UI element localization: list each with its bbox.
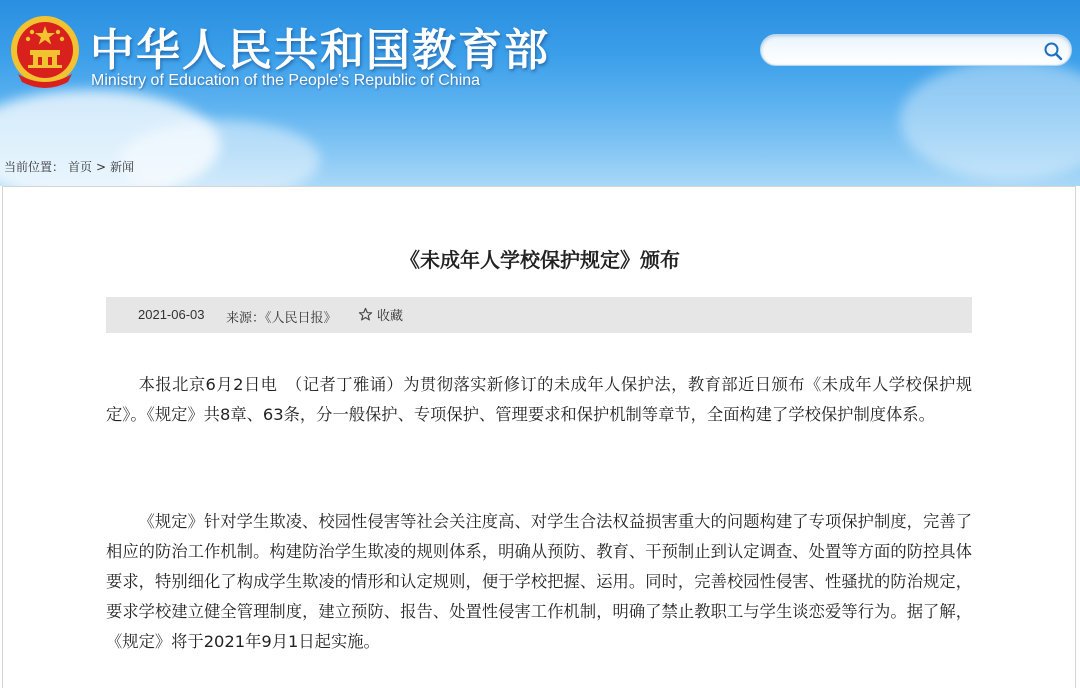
breadcrumb xyxy=(4,158,138,175)
breadcrumb-separator: > xyxy=(96,160,107,174)
search-box[interactable] xyxy=(760,34,1072,66)
article-meta-bar xyxy=(106,297,972,333)
article-paragraph: 《规定》针对学生欺凌、校园性侵害等社会关注度高、对学生合法权益损害重大的问题构建了专项保护制度，完善了相应的防治工作机制。构建防治学生欺凌的规则体系，明确从预防、教育、干预制止到认定调查、处置等方面的防控具体要求，特别细化了构成学生欺凌的情形和认定规则，便于学校把握、运用。同时，完善校园性侵害、性骚扰的防治规定，要求学校建立健全管理制度，建立预防、报告、处置性侵害工作机制，明确了禁止教职工与学生谈恋爱等行为。据了解，《规定》将于2021年9月1日起实施。 xyxy=(106,512,972,651)
search-icon[interactable] xyxy=(1043,41,1063,61)
national-emblem-icon[interactable] xyxy=(8,12,82,92)
site-header xyxy=(0,0,1080,186)
article-date: 2021-06-03 xyxy=(138,307,205,322)
article-title: 《未成年人学校保护规定》颁布 xyxy=(400,248,680,272)
star-icon xyxy=(358,307,373,322)
cloud-decoration xyxy=(900,60,1080,180)
breadcrumb-home-link[interactable]: 首页 xyxy=(68,160,93,174)
favorite-button[interactable] xyxy=(358,305,403,324)
article-source: 来源：《人民日报》 xyxy=(226,311,337,326)
favorite-label: 收藏 xyxy=(377,309,404,324)
breadcrumb-current[interactable]: 新闻 xyxy=(110,160,135,174)
site-title[interactable]: 中华人民共和国教育部 xyxy=(90,25,550,76)
search-input[interactable] xyxy=(775,39,1035,61)
breadcrumb-prefix: 当前位置： xyxy=(4,160,65,174)
article-paragraph: 本报北京6月2日电 （记者丁雅诵）为贯彻落实新修订的未成年人保护法，教育部近日颁布《未成年人学校保护规定》。《规定》共8章、63条，分一般保护、专项保护、管理要求和保护机制等章节，全面构建了学校保护制度体系。 xyxy=(106,375,972,424)
site-subtitle: Ministry of Education of the People's Republic of China xyxy=(91,72,481,89)
